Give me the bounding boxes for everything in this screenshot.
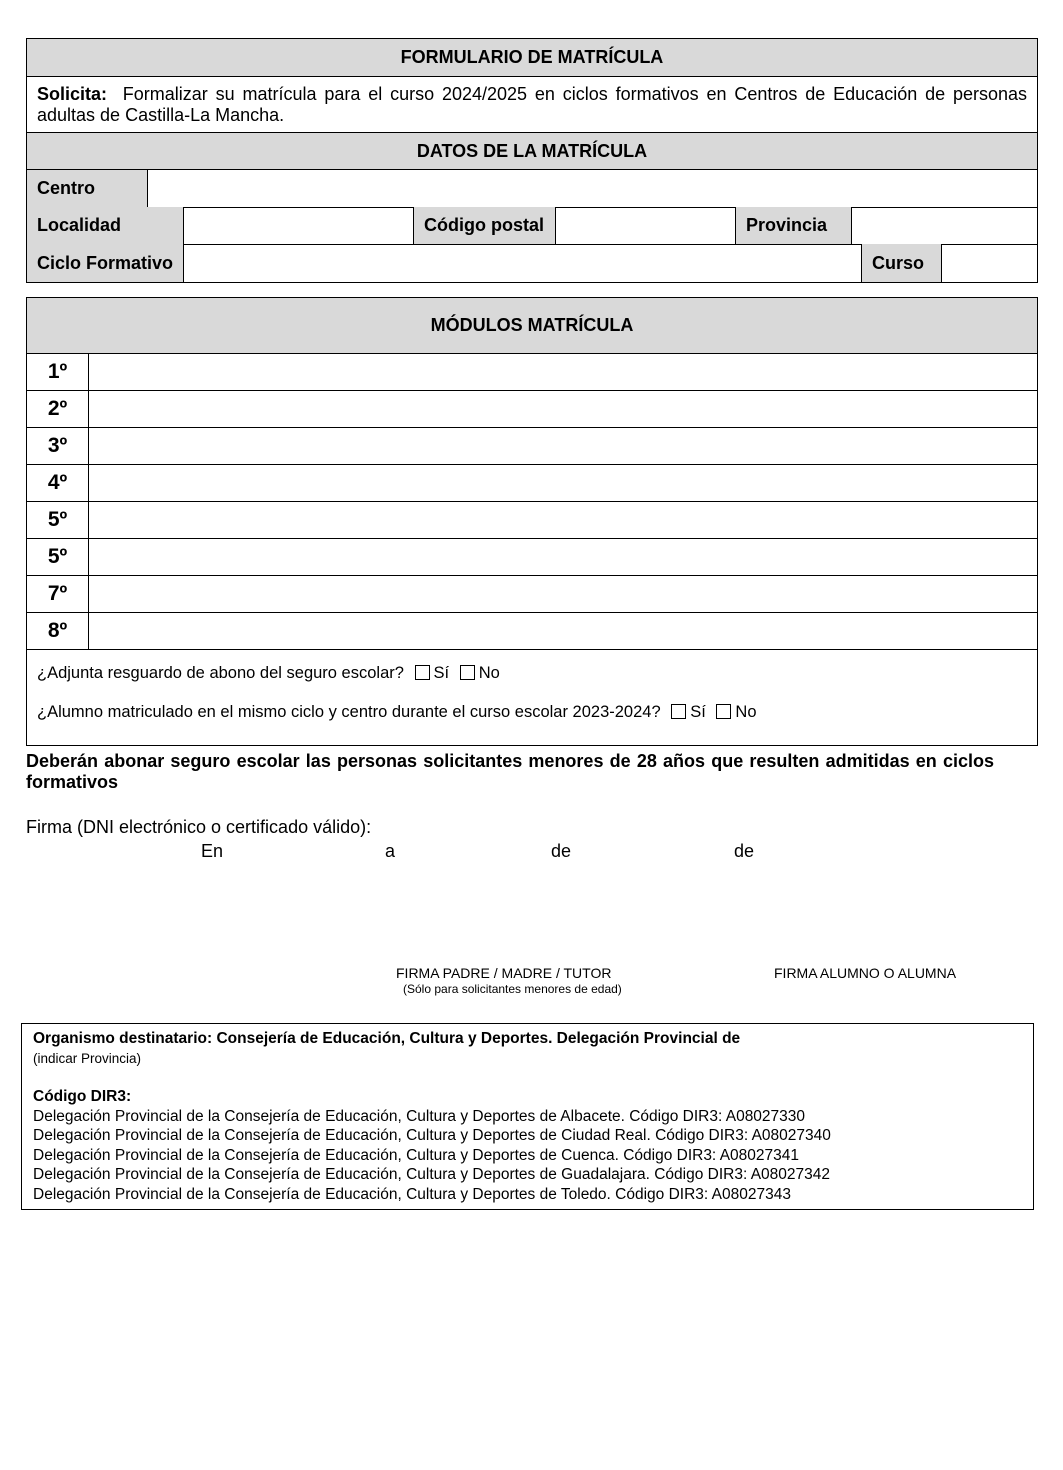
modulos-title: MÓDULOS MATRÍCULA xyxy=(27,298,1037,354)
module-row xyxy=(27,576,1037,613)
module-field[interactable] xyxy=(89,502,1037,538)
centro-label: Centro xyxy=(27,170,148,207)
module-number: 2º xyxy=(27,391,89,427)
module-row xyxy=(27,502,1037,539)
solicita-text: Formalizar su matrícula para el curso 2024/2025 en ciclos formativos en Centros de Educación de personas adultas de Castilla-La Mancha. xyxy=(37,83,1027,125)
dir3-line-5: Delegación Provincial de la Consejería de Educación, Cultura y Deportes de Toledo. Código DIR3: A08027343 xyxy=(33,1185,791,1203)
module-row xyxy=(27,391,1037,428)
dir3-line-4: Delegación Provincial de la Consejería de Educación, Cultura y Deportes de Guadalajara. Código DIR3: A08027342 xyxy=(33,1166,831,1183)
dir3-line-1: Delegación Provincial de la Consejería de Educación, Cultura y Deportes de Albacete. Código DIR3: A08027330 xyxy=(33,1107,806,1125)
enrollment-form-table xyxy=(26,38,1038,170)
ciclo-field[interactable] xyxy=(184,244,862,282)
matriculado-no-checkbox[interactable] xyxy=(716,704,731,719)
modulos-list xyxy=(27,354,1037,650)
seguro-no-label: No xyxy=(478,664,500,682)
module-number: 4º xyxy=(27,465,89,501)
module-number: 5º xyxy=(27,539,89,575)
form-title: FORMULARIO DE MATRÍCULA xyxy=(27,39,1038,77)
module-row xyxy=(27,354,1037,391)
organismo-title: Organismo destinatario: Consejería de Educación, Cultura y Deportes. Delegación Provincial de xyxy=(33,1030,741,1047)
question-matriculado-text: ¿Alumno matriculado en el mismo ciclo y centro durante el curso escolar 2023-2024? xyxy=(37,703,661,721)
codigo-postal-label: Código postal xyxy=(414,207,556,244)
curso-field[interactable] xyxy=(942,244,1037,282)
modulos-section xyxy=(26,297,1038,746)
codigo-postal-field[interactable] xyxy=(556,207,736,244)
module-row xyxy=(27,428,1037,465)
module-field[interactable] xyxy=(89,465,1037,501)
question-matriculado xyxy=(37,703,1037,722)
seguro-notice: Deberán abonar seguro escolar las personas solicitantes menores de 28 años que resulten admitidas en ciclos formativos xyxy=(26,751,994,792)
matriculado-yes-label: Sí xyxy=(690,703,706,721)
module-number: 7º xyxy=(27,576,89,612)
questions-block xyxy=(27,650,1037,722)
module-field[interactable] xyxy=(89,613,1037,649)
dir3-line-2: Delegación Provincial de la Consejería de Educación, Cultura y Deportes de Ciudad Real. Código DIR3: A08027340 xyxy=(33,1127,831,1144)
firma-padre-note: (Sólo para solicitantes menores de edad) xyxy=(403,982,622,996)
seguro-no-checkbox[interactable] xyxy=(460,665,475,680)
localidad-field[interactable] xyxy=(184,207,414,244)
centro-field[interactable] xyxy=(148,170,1037,207)
question-seguro-text: ¿Adjunta resguardo de abono del seguro escolar? xyxy=(37,664,404,682)
module-row xyxy=(27,465,1037,502)
row-centro xyxy=(26,170,1038,208)
provincia-field[interactable] xyxy=(852,207,1037,244)
curso-label: Curso xyxy=(862,244,942,282)
module-field[interactable] xyxy=(89,428,1037,464)
solicita-row: Solicita: Formalizar su matrícula para el curso 2024/2025 en ciclos formativos en Centros de Educación de personas adultas de Castilla-La Mancha. xyxy=(27,77,1038,133)
row-localidad xyxy=(26,207,1038,245)
firma-alumno-label: FIRMA ALUMNO O ALUMNA xyxy=(774,965,957,981)
module-row xyxy=(27,613,1037,650)
firma-label: Firma (DNI electrónico o certificado válido): xyxy=(26,817,372,837)
dir3-line-3: Delegación Provincial de la Consejería de Educación, Cultura y Deportes de Cuenca. Código DIR3: A08027341 xyxy=(33,1146,799,1164)
module-number: 8º xyxy=(27,613,89,649)
question-seguro xyxy=(37,664,1037,703)
place-en: En xyxy=(201,841,224,861)
seguro-yes-checkbox[interactable] xyxy=(415,665,430,680)
datos-title: DATOS DE LA MATRÍCULA xyxy=(27,133,1038,170)
provincia-label: Provincia xyxy=(736,207,852,244)
date-de-1: de xyxy=(551,841,572,861)
seguro-yes-label: Sí xyxy=(433,664,450,682)
date-a: a xyxy=(385,841,396,861)
matriculado-yes-checkbox[interactable] xyxy=(671,704,686,719)
module-number: 5º xyxy=(27,502,89,538)
organismo-hint: (indicar Provincia) xyxy=(33,1050,142,1066)
module-field[interactable] xyxy=(89,391,1037,427)
module-field[interactable] xyxy=(89,539,1037,575)
solicita-label: Solicita xyxy=(37,83,102,104)
module-field[interactable] xyxy=(89,354,1037,390)
date-de-2: de xyxy=(734,841,755,861)
module-row xyxy=(27,539,1037,576)
module-number: 3º xyxy=(27,428,89,464)
row-ciclo xyxy=(26,244,1038,283)
module-number: 1º xyxy=(27,354,89,390)
matriculado-no-label: No xyxy=(735,703,757,721)
dir3-title: Código DIR3: xyxy=(33,1088,132,1105)
localidad-label: Localidad xyxy=(27,207,184,244)
module-field[interactable] xyxy=(89,576,1037,612)
organismo-box xyxy=(21,1023,1034,1210)
ciclo-label: Ciclo Formativo xyxy=(27,244,184,282)
firma-padre-label: FIRMA PADRE / MADRE / TUTOR xyxy=(396,965,612,981)
